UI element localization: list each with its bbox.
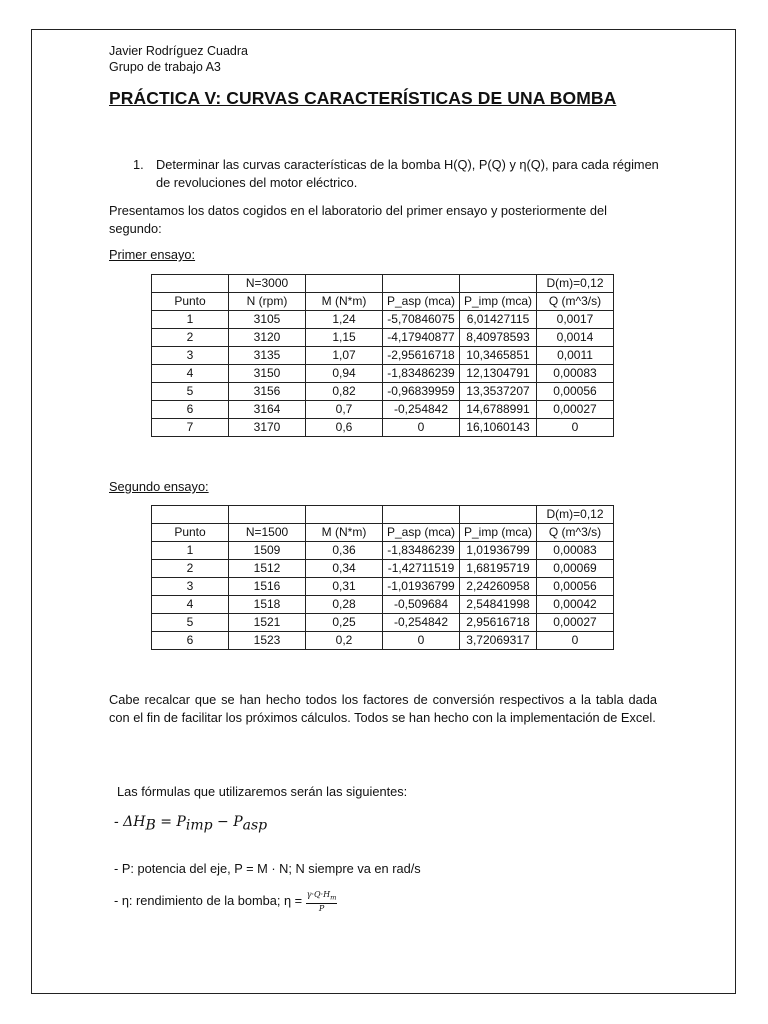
- table-cell: 7: [152, 419, 229, 437]
- table-row: [152, 383, 614, 401]
- table-row: [152, 311, 614, 329]
- table2-label: Segundo ensayo:: [109, 479, 209, 494]
- formula-efficiency: [114, 890, 337, 914]
- author-name: Javier Rodríguez Cuadra: [109, 44, 248, 58]
- table1-label: Primer ensayo:: [109, 247, 196, 262]
- table-cell: 0,7: [306, 401, 383, 419]
- table-cell: 3: [152, 347, 229, 365]
- table-cell: 1,68195719: [460, 560, 537, 578]
- table-cell: 1512: [229, 560, 306, 578]
- table-cell: -4,17940877: [383, 329, 460, 347]
- table-cell: 4: [152, 596, 229, 614]
- formula-text: - η: rendimiento de la bomba; η =: [114, 893, 306, 909]
- table-cell: 6: [152, 632, 229, 650]
- column-header: Q (m^3/s): [537, 524, 614, 542]
- table-cell: 12,1304791: [460, 365, 537, 383]
- formula-head-delta: [114, 814, 267, 834]
- table-row: [152, 401, 614, 419]
- table-cell: 0,00083: [537, 542, 614, 560]
- table-cell: 0,34: [306, 560, 383, 578]
- item-number: 1.: [133, 157, 144, 172]
- table-cell: 2: [152, 329, 229, 347]
- table-cell: 1: [152, 311, 229, 329]
- table-cell: -1,42711519: [383, 560, 460, 578]
- table-cell: 0,82: [306, 383, 383, 401]
- table-cell: D(m)=0,12: [537, 506, 614, 524]
- table-cell: -5,70846075: [383, 311, 460, 329]
- table-cell: 1,01936799: [460, 542, 537, 560]
- table-cell: 8,40978593: [460, 329, 537, 347]
- formula-subscript: imp: [185, 817, 213, 834]
- table-cell: 0,00056: [537, 383, 614, 401]
- table-cell: 3,72069317: [460, 632, 537, 650]
- table-row: [152, 578, 614, 596]
- table-cell: -0,254842: [383, 401, 460, 419]
- column-header: P_imp (mca): [460, 293, 537, 311]
- table-row: [152, 632, 614, 650]
- formula-subscript: B: [145, 817, 156, 834]
- table-cell: 0,0017: [537, 311, 614, 329]
- column-header: N=1500: [229, 524, 306, 542]
- table-cell: 1,24: [306, 311, 383, 329]
- table-header-row: [152, 524, 614, 542]
- table-cell: 6: [152, 401, 229, 419]
- table-cell: 0,00042: [537, 596, 614, 614]
- item-text: Determinar las curvas características de la bomba H(Q), P(Q) y η(Q), para cada régimen de revoluciones del motor eléctrico.: [156, 157, 659, 190]
- table-cell: 5: [152, 614, 229, 632]
- table-cell: 3156: [229, 383, 306, 401]
- column-header: P_asp (mca): [383, 293, 460, 311]
- column-header: P_asp (mca): [383, 524, 460, 542]
- table-cell: -0,96839959: [383, 383, 460, 401]
- table-cell: 0: [383, 632, 460, 650]
- table-cell: 0: [383, 419, 460, 437]
- formulas-intro: Las fórmulas que utilizaremos serán las siguientes:: [117, 784, 408, 799]
- table-cell: 0,36: [306, 542, 383, 560]
- table-cell: 0,94: [306, 365, 383, 383]
- table-cell: 0,31: [306, 578, 383, 596]
- table-cell: 0: [537, 419, 614, 437]
- table-cell: 2,54841998: [460, 596, 537, 614]
- table-cell: 3170: [229, 419, 306, 437]
- table-cell: 0,0011: [537, 347, 614, 365]
- table-row: [152, 419, 614, 437]
- column-header: M (N*m): [306, 524, 383, 542]
- column-header: Q (m^3/s): [537, 293, 614, 311]
- table-cell: 1523: [229, 632, 306, 650]
- table-cell: 0,0014: [537, 329, 614, 347]
- formula-text: − P: [212, 814, 243, 830]
- table-cell: 0,28: [306, 596, 383, 614]
- table-cell: 1: [152, 542, 229, 560]
- table-cell: 13,3537207: [460, 383, 537, 401]
- table-cell: 0,00027: [537, 614, 614, 632]
- fraction-subscript: m: [330, 893, 337, 902]
- table-cell: 1,07: [306, 347, 383, 365]
- table-row-top: [152, 275, 614, 293]
- table-cell: 16,1060143: [460, 419, 537, 437]
- table-row: [152, 542, 614, 560]
- table-cell: -2,95616718: [383, 347, 460, 365]
- table-header-row: [152, 293, 614, 311]
- conversion-paragraph: Cabe recalcar que se han hecho todos los factores de conversión respectivos a la tabla dada con el fin de facilitar los próximos cálculos. Todos se han hecho con la implementación de Excel.: [109, 692, 657, 725]
- table-cell: -1,83486239: [383, 542, 460, 560]
- table-row: [152, 365, 614, 383]
- fraction-denominator: P: [318, 903, 325, 913]
- formula-text: = P: [155, 814, 186, 830]
- table-row-top: [152, 506, 614, 524]
- table-cell: 3150: [229, 365, 306, 383]
- table-cell: 1509: [229, 542, 306, 560]
- column-header: P_imp (mca): [460, 524, 537, 542]
- table-cell: 10,3465851: [460, 347, 537, 365]
- table-cell: -1,83486239: [383, 365, 460, 383]
- formula-power: - P: potencia del eje, P = M · N; N siempre va en rad/s: [114, 861, 421, 876]
- table-row: [152, 560, 614, 578]
- page-title: PRÁCTICA V: CURVAS CARACTERÍSTICAS DE UNA BOMBA: [109, 88, 617, 108]
- table-cell: 0,00083: [537, 365, 614, 383]
- table-cell: 0,2: [306, 632, 383, 650]
- table-cell: -1,01936799: [383, 578, 460, 596]
- table-segundo-ensayo: [151, 505, 614, 650]
- column-header: Punto: [152, 293, 229, 311]
- table-cell: 4: [152, 365, 229, 383]
- table-cell: 5: [152, 383, 229, 401]
- table-cell: 2,24260958: [460, 578, 537, 596]
- table-cell: 3164: [229, 401, 306, 419]
- formula-text: - ΔH: [114, 814, 146, 830]
- table-cell: 1521: [229, 614, 306, 632]
- intro-paragraph: Presentamos los datos cogidos en el laboratorio del primer ensayo y posteriormente del segundo:: [109, 203, 607, 236]
- table-row: [152, 596, 614, 614]
- table-cell: 0,00056: [537, 578, 614, 596]
- table-cell: 0,25: [306, 614, 383, 632]
- work-group: Grupo de trabajo A3: [109, 60, 221, 74]
- column-header: Punto: [152, 524, 229, 542]
- table-cell: 3120: [229, 329, 306, 347]
- table-cell: 0,6: [306, 419, 383, 437]
- fraction: [306, 890, 338, 914]
- table-cell: 0,00027: [537, 401, 614, 419]
- table-cell: N=3000: [229, 275, 306, 293]
- column-header: M (N*m): [306, 293, 383, 311]
- table-row: [152, 614, 614, 632]
- table-cell: 0,00069: [537, 560, 614, 578]
- table-cell: 2: [152, 560, 229, 578]
- table-cell: 3105: [229, 311, 306, 329]
- table-cell: 1518: [229, 596, 306, 614]
- table-cell: D(m)=0,12: [537, 275, 614, 293]
- column-header: N (rpm): [229, 293, 306, 311]
- table-cell: 1516: [229, 578, 306, 596]
- table-cell: 6,01427115: [460, 311, 537, 329]
- table-cell: -0,509684: [383, 596, 460, 614]
- formula-subscript: asp: [242, 817, 268, 834]
- table-row: [152, 347, 614, 365]
- table-cell: 0: [537, 632, 614, 650]
- table-cell: 3135: [229, 347, 306, 365]
- table-primer-ensayo: [151, 274, 614, 437]
- table-row: [152, 329, 614, 347]
- table-cell: 14,6788991: [460, 401, 537, 419]
- fraction-numerator: γ·Q·H: [306, 890, 331, 899]
- table-cell: -0,254842: [383, 614, 460, 632]
- author-block: [109, 43, 248, 75]
- table-cell: 2,95616718: [460, 614, 537, 632]
- table-cell: 3: [152, 578, 229, 596]
- table-cell: 1,15: [306, 329, 383, 347]
